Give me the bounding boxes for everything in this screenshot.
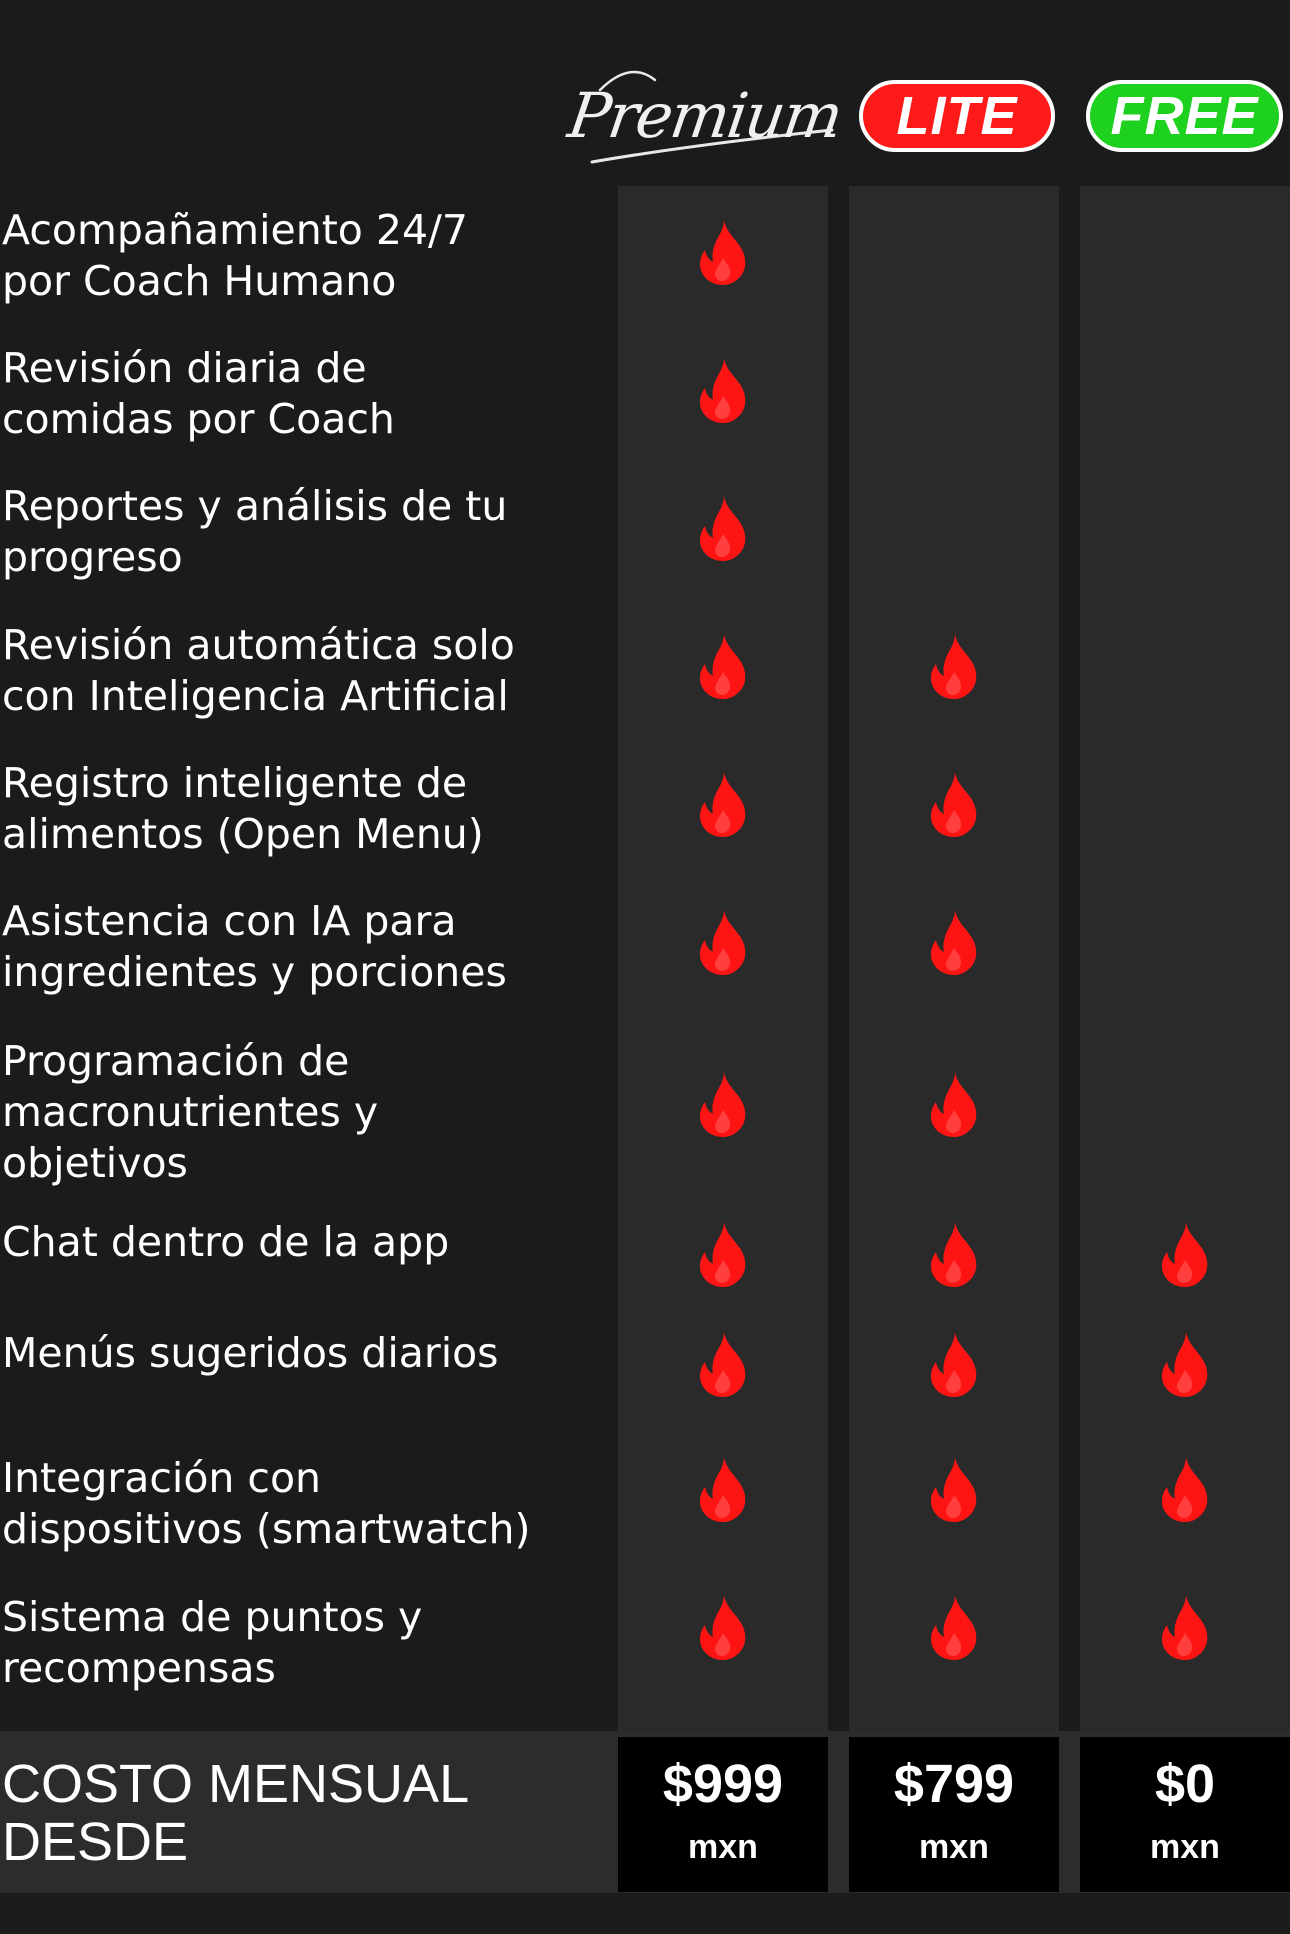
flame-icon — [1159, 1593, 1211, 1661]
flame-icon — [928, 1593, 980, 1661]
flame-icon — [928, 770, 980, 838]
feature-label: Registro inteligente de alimentos (Open Menu) — [2, 759, 484, 858]
flame-icon — [697, 356, 749, 424]
flame-icon — [928, 908, 980, 976]
premium-plan-label: Premium — [564, 78, 846, 152]
flame-icon — [928, 632, 980, 700]
flame-icon — [697, 494, 749, 562]
flame-icon — [697, 1593, 749, 1661]
lite-price-box — [849, 1737, 1059, 1892]
free-price-currency: mxn — [1150, 1828, 1220, 1866]
flame-icon — [928, 1455, 980, 1523]
feature-label: Programación de macronutrientes y objetivos — [2, 1037, 379, 1187]
premium-price-amount: $999 — [662, 1754, 784, 1814]
flame-icon — [697, 1455, 749, 1523]
feature-label: Sistema de puntos y recompensas — [2, 1593, 423, 1692]
free-price-amount: $0 — [1154, 1754, 1216, 1814]
feature-label: Reportes y análisis de tu progreso — [2, 482, 508, 581]
premium-price-box — [618, 1737, 828, 1892]
flame-icon — [697, 632, 749, 700]
feature-label: Menús sugeridos diarios — [2, 1329, 499, 1377]
flame-icon — [697, 1220, 749, 1288]
feature-label: Acompañamiento 24/7 por Coach Humano — [2, 206, 468, 305]
lite-plan-label: LITE — [896, 86, 1018, 146]
flame-icon — [697, 1070, 749, 1138]
lite-price-amount: $799 — [893, 1754, 1015, 1814]
flame-icon — [928, 1220, 980, 1288]
flame-icon — [1159, 1455, 1211, 1523]
flame-icon — [697, 908, 749, 976]
premium-price-currency: mxn — [688, 1828, 758, 1866]
feature-label: Asistencia con IA para ingredientes y porciones — [2, 897, 507, 996]
feature-label: Chat dentro de la app — [2, 1218, 450, 1266]
feature-label: Revisión diaria de comidas por Coach — [2, 344, 395, 443]
flame-icon — [1159, 1220, 1211, 1288]
flame-icon — [697, 1330, 749, 1398]
flame-icon — [697, 770, 749, 838]
flame-icon — [928, 1330, 980, 1398]
lite-price-currency: mxn — [919, 1828, 989, 1866]
feature-label: Revisión automática solo con Inteligencia Artificial — [2, 621, 515, 720]
flame-icon — [928, 1070, 980, 1138]
flame-icon — [1159, 1330, 1211, 1398]
lite-plan-badge — [859, 80, 1055, 152]
premium-plan-header — [564, 50, 846, 180]
feature-label: Integración con dispositivos (smartwatch) — [2, 1454, 531, 1553]
flame-icon — [697, 218, 749, 286]
free-plan-badge — [1086, 80, 1283, 152]
free-price-box — [1080, 1737, 1290, 1892]
free-plan-label: FREE — [1110, 86, 1259, 146]
monthly-cost-label: COSTO MENSUAL DESDE — [2, 1754, 470, 1872]
